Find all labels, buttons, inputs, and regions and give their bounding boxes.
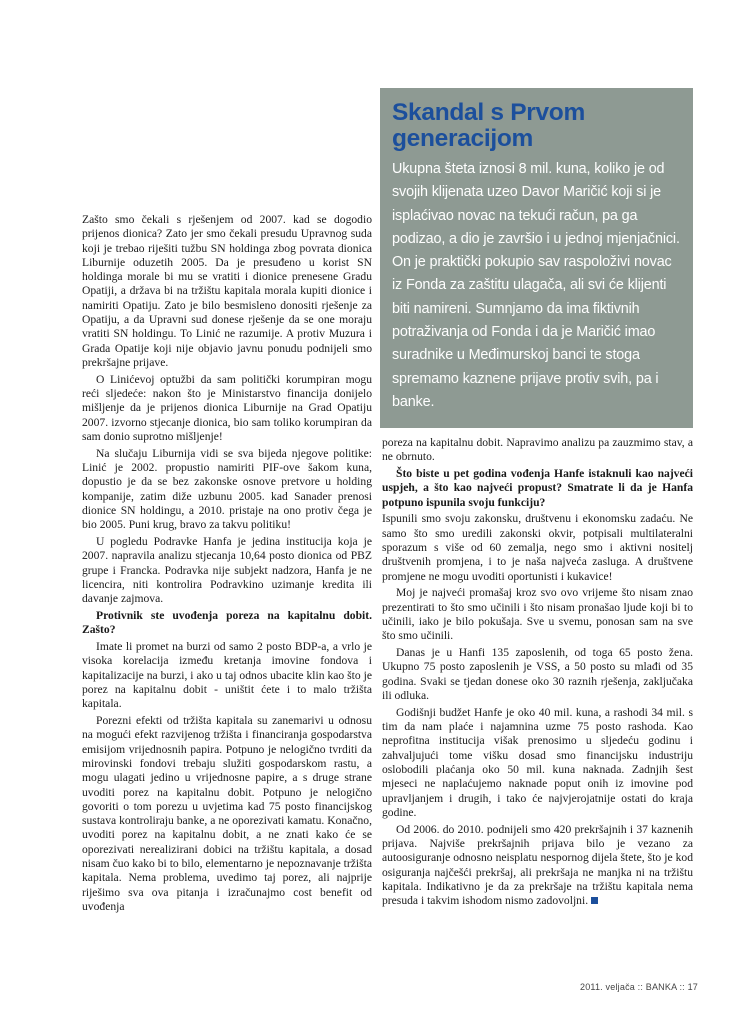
paragraph: Imate li promet na burzi od samo 2 posto BDP-a, a vrlo je visoka korelacija između kretanja imovine fondova i kapitalizacije na burzi, i ako u taj odnos ubacite klin kao što je porez na kapitalnu dobit - uništit ćete i to malo tržišta kapitala. bbox=[82, 640, 372, 711]
end-mark-icon bbox=[591, 897, 598, 904]
paragraph: poreza na kapitalnu dobit. Napravimo analizu pa zauzmimo stav, a ne obrnuto. bbox=[382, 436, 693, 464]
paragraph: Porezni efekti od tržišta kapitala su zanemarivi u odnosu na mogući efekt razvijenog tržišta i financiranja gospodarstva emisijom vrijednosnih papira. Potpuno je nelogično tvrditi da mirovinski fondovi trebaju služiti gospodarskom rastu, a mogu ulagati jedino u vrijednosne papire, a s druge strane uvoditi porez na kapitalnu dobit. Potpuno je nelogično govoriti o tom porezu u uvjetima kad 75 posto financijskog sustava kontroliraju banke, a ne oporezivati kamatu. Konačno, uvoditi porez na kapitalnu dobit, a ne znati kako će se oporezivati nerealizirani dobici na tržištu kapitala, a dosad nisam čuo kako bi to bilo, elementarno je nepoznavanje tržišta kapitala. Nema problema, uvedimo taj porez, ali najprije riješimo sva ova pitanja i izračunajmo cost benefit od uvođenja bbox=[82, 714, 372, 913]
paragraph: Moj je najveći promašaj kroz svo ovo vrijeme što nisam znao prezentirati to što smo učinili i što nisam pronašao ljude koji bi to učinili, iako je bilo pokušaja. Sve u svemu, ponosan sam na sve što smo učinili. bbox=[382, 586, 693, 643]
paragraph: Na slučaju Liburnija vidi se sva bijeda njegove politike: Linić je 2002. propustio namiriti PIF-ove šakom kuna, dopustio je da se bez zakonske osnove pretvore u holding kompanije, zatim diže uzbunu 2005. kad Sanader prenosi dionice SN holdingu, a 2010. pristaje na ono protiv čega je bio 2005. Puni krug, bravo za takvu politiku! bbox=[82, 446, 372, 532]
left-column bbox=[82, 213, 372, 917]
paragraph: O Linićevoj optužbi da sam politički korumpiran mogu reći sljedeće: nakon što je Ministarstvo financija donijelo mišljenje da je prijenos dionica Liburnije na Grad Opatiju 2007. izvorno stjecanje dionica, bio sam toliko korumpiran da sam donio suprotno mišljenje! bbox=[82, 372, 372, 443]
sidebar-title: Skandal s Prvom generacijom bbox=[392, 99, 585, 152]
interview-question: Protivnik ste uvođenja poreza na kapitalnu dobit. Zašto? bbox=[82, 609, 372, 637]
interview-question: Što biste u pet godina vođenja Hanfe istaknuli kao najveći uspjeh, a što kao najveći propust? Smatrate li da je Hanfa potpuno ispunila svoju funkciju? bbox=[382, 467, 693, 509]
page-footer: 2011. veljača :: BANKA :: 17 bbox=[580, 982, 698, 992]
paragraph: Danas je u Hanfi 135 zaposlenih, od toga 65 posto žena. Ukupno 75 posto zaposlenih je VSS, a 50 posto su mlađi od 35 godina. Svaki se tjedan donese oko 30 raznih rješenja, zaključaka ili odluka. bbox=[382, 646, 693, 703]
paragraph: Zašto smo čekali s rješenjem od 2007. kad se dogodio prijenos dionica? Zato jer smo čekali presudu Upravnog suda koji je trebao riješiti tužbu SN holdinga zbog povrata dionica Liburnije oduzetih 2005. Da je presuđeno u korist SN holdinga morale bi mu se vratiti i dionice prenesene Gradu Opatiji, a država bi na tržištu kapitala morala kupiti dionice i namiriti Opatiju. Zato je bilo besmisleno donositi rješenje za Opatiju, a da Upravni sud donese rješenje da se one moraju vratiti SN holdingu. To Linić ne razumije. A protiv Muzura i Grada Opatije koji nije objavio javnu ponudu podnijeli smo prekršajne prijave. bbox=[82, 213, 372, 369]
sidebar-text: Ukupna šteta iznosi 8 mil. kuna, koliko je od svojih klijenata uzeo Davor Maričić koji si je isplaćivao novac na tekući račun, pa ga podizao, a dio je završio i u jednoj mjenjačnici. On je praktički pokupio sav raspoloživi novac iz Fonda za zaštitu ulagača, ali svi će klijenti biti namireni. Sumnjamo da ima fiktivnih potraživanja od Fonda i da je Maričić imao suradnike u Međimurskoj banci te stoga spremamo kaznene prijave protiv svih, pa i banke. bbox=[392, 161, 680, 410]
final-paragraph-text: Od 2006. do 2010. podnijeli smo 420 prekršajnih i 37 kaznenih prijava. Najviše prekršajnih prijava bilo je vezano za autoosiguranje odnosno neisplatu nespornog dijela štete, što je kod osiguranja najčešći prekršaj, ali prekršaja ne manjka ni na tržištu kapitala. Indikativno je da za prekršaje na tržištu kapitala nema presuda i takvim ishodom nismo zadovoljni. bbox=[382, 822, 693, 908]
final-paragraph bbox=[382, 823, 693, 909]
paragraph: Godišnji budžet Hanfe je oko 40 mil. kuna, a rashodi 34 mil. s tim da nam plaće i najamnina uzme 75 posto rashoda. Kao neprofitna institucija višak prenosimo u sljedeću godinu i zahvaljujući tome višku dosad smo financijsku industriju oslobodili plaćanja oko 50 mil. kuna naknada. Zadnjih šest mjeseci ne naplaćujemo naknade poput onih iz imovine pod upravljanjem i drugih, i tako će najvjerojatnije ostati do kraja godine. bbox=[382, 705, 693, 819]
paragraph: Ispunili smo svoju zakonsku, društvenu i ekonomsku zadaću. Ne samo što smo uredili zakonski okvir, potpisali multilateralni sporazum s više od 60 zemalja, nego smo i aktivni nositelj društvenih promjena, i to je naša najveća zasluga. A društvene promjene ne mogu uvoditi oportunisti i kukavice! bbox=[382, 512, 693, 583]
right-column bbox=[382, 436, 693, 911]
paragraph: U pogledu Podravke Hanfa je jedina institucija koja je 2007. napravila analizu stjecanja 10,64 posto dionica od PBZ grupe i Francka. Podravka nije subjekt nadzora, Hanfa je ne licencira, niti kontrolira Podravkino uzimanje kredita ili davanje zajmova. bbox=[82, 535, 372, 606]
sidebar-box bbox=[380, 88, 693, 428]
